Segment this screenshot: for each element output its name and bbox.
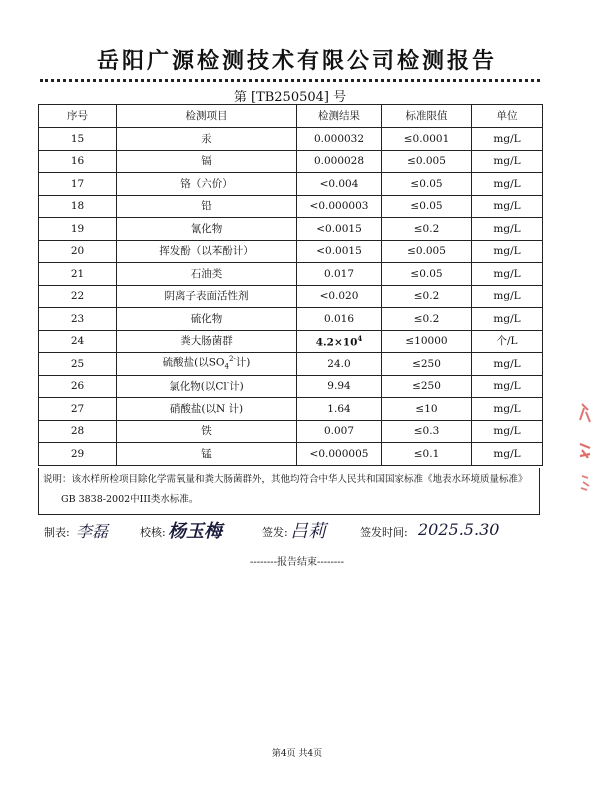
remarks-box [38,468,540,515]
cell-result: 0.000028 [297,150,382,173]
cell-result: <0.000005 [297,443,382,466]
cell-result: <0.004 [297,173,382,196]
cell-result: 24.0 [297,353,382,376]
seal-stroke-3 [581,476,589,490]
cell-item: 阴离子表面活性剂 [117,285,297,308]
cell-limit: ≤250 [382,353,472,376]
red-seal-fragment [574,398,594,508]
cell-unit: 个/L [472,330,543,353]
table-row [39,195,543,218]
table-row [39,128,543,151]
col-header-no: 序号 [39,105,117,128]
cell-item [117,353,297,376]
cell-limit: ≤0.0001 [382,128,472,151]
cell-limit: ≤0.05 [382,195,472,218]
table-row [39,150,543,173]
result-base: 4.2×10 [315,336,358,349]
cell-unit: mg/L [472,218,543,241]
cell-result: 0.007 [297,420,382,443]
cell-unit: mg/L [472,263,543,286]
cell-limit: ≤0.1 [382,443,472,466]
cell-result: <0.020 [297,285,382,308]
cell-limit: ≤0.2 [382,218,472,241]
table-row [39,375,543,398]
cell-item: 硝酸盐(以N 计) [117,398,297,421]
item-post: 计) [235,356,251,369]
cell-result: <0.000003 [297,195,382,218]
cell-result: 0.000032 [297,128,382,151]
table-row [39,218,543,241]
cell-unit: mg/L [472,285,543,308]
cell-no: 15 [39,128,117,151]
cell-limit: ≤250 [382,375,472,398]
table-row [39,420,543,443]
cell-unit: mg/L [472,443,543,466]
table-row [39,443,543,466]
table-row [39,353,543,376]
cell-unit: mg/L [472,150,543,173]
cell-limit: ≤0.005 [382,150,472,173]
cell-item: 氰化物 [117,218,297,241]
cell-limit: ≤0.2 [382,285,472,308]
item-superscript: 2- [228,355,236,364]
cell-result [297,330,382,353]
cell-no: 23 [39,308,117,331]
cell-item: 铬（六价） [117,173,297,196]
reviewer-signature: 杨玉梅 [168,521,222,542]
cell-limit: ≤10000 [382,330,472,353]
cell-no: 26 [39,375,117,398]
results-table [38,104,543,466]
col-header-item: 检测项目 [117,105,297,128]
item-post: 计) [229,380,244,393]
issue-time-label: 签发时间: [360,526,408,539]
cell-unit: mg/L [472,173,543,196]
cell-limit: ≤10 [382,398,472,421]
cell-no: 28 [39,420,117,443]
col-header-unit: 单位 [472,105,543,128]
cell-limit: ≤0.005 [382,240,472,263]
cell-item: 锰 [117,443,297,466]
cell-no: 22 [39,285,117,308]
cell-result: <0.0015 [297,218,382,241]
cell-no: 21 [39,263,117,286]
cell-result: 0.016 [297,308,382,331]
cell-item: 石油类 [117,263,297,286]
cell-limit: ≤0.3 [382,420,472,443]
item-superscript: - [226,379,230,388]
cell-item: 硫化物 [117,308,297,331]
reviewer-label: 校核: [140,526,166,539]
seal-stroke-2 [580,444,590,458]
cell-no: 29 [39,443,117,466]
cell-item: 铁 [117,420,297,443]
remarks-line-1: 说明：该水样所检项目除化学需氧量和粪大肠菌群外，其他均符合中华人民共和国国家标准《地表水环境质量标准》 [43,474,528,485]
cell-limit: ≤0.05 [382,173,472,196]
report-number: 第 [TB250504] 号 [233,90,347,105]
item-subscript: 4 [224,363,229,372]
item-pre: 硫酸盐(以SO [162,356,225,369]
cell-no: 25 [39,353,117,376]
cell-item: 粪大肠菌群 [117,330,297,353]
table-row [39,330,543,353]
cell-item [117,375,297,398]
cell-no: 17 [39,173,117,196]
cell-no: 27 [39,398,117,421]
item-pre: 氯化物(以Cl [169,380,227,393]
table-header-row [39,105,543,128]
col-header-limit: 标准限值 [382,105,472,128]
cell-no: 24 [39,330,117,353]
issue-time-handwritten: 2025.5.30 [418,520,500,539]
cell-result: 9.94 [297,375,382,398]
cell-result: 0.017 [297,263,382,286]
cell-unit: mg/L [472,195,543,218]
cell-unit: mg/L [472,308,543,331]
preparer-signature: 李磊 [76,522,109,541]
table-row [39,240,543,263]
cell-item: 铅 [117,195,297,218]
table-row [39,398,543,421]
cell-unit: mg/L [472,420,543,443]
dotted-divider [40,79,540,82]
cell-item: 汞 [117,128,297,151]
col-header-result: 检测结果 [297,105,382,128]
cell-result: 1.64 [297,398,382,421]
cell-item: 挥发酚（以苯酚计） [117,240,297,263]
cell-result: <0.0015 [297,240,382,263]
table-row [39,285,543,308]
table-row [39,263,543,286]
cell-unit: mg/L [472,128,543,151]
issuer-signature: 吕莉 [290,521,326,542]
table-row [39,308,543,331]
report-title: 岳阳广源检测技术有限公司检测报告 [96,49,497,74]
cell-no: 19 [39,218,117,241]
cell-no: 16 [39,150,117,173]
cell-unit: mg/L [472,240,543,263]
cell-no: 20 [39,240,117,263]
seal-stroke-1 [580,404,590,422]
table-row [39,173,543,196]
cell-limit: ≤0.05 [382,263,472,286]
report-end-mark: --------报告结束-------- [249,557,345,568]
remarks-line-2: GB 3838-2002中III类水标准。 [61,494,199,505]
cell-item: 镉 [117,150,297,173]
cell-limit: ≤0.2 [382,308,472,331]
issuer-label: 签发: [262,526,288,539]
cell-no: 18 [39,195,117,218]
cell-unit: mg/L [472,398,543,421]
cell-unit: mg/L [472,353,543,376]
page-number: 第4页 共4页 [271,749,323,759]
cell-unit: mg/L [472,375,543,398]
preparer-label: 制表: [44,526,70,539]
result-exponent: 4 [357,333,363,343]
